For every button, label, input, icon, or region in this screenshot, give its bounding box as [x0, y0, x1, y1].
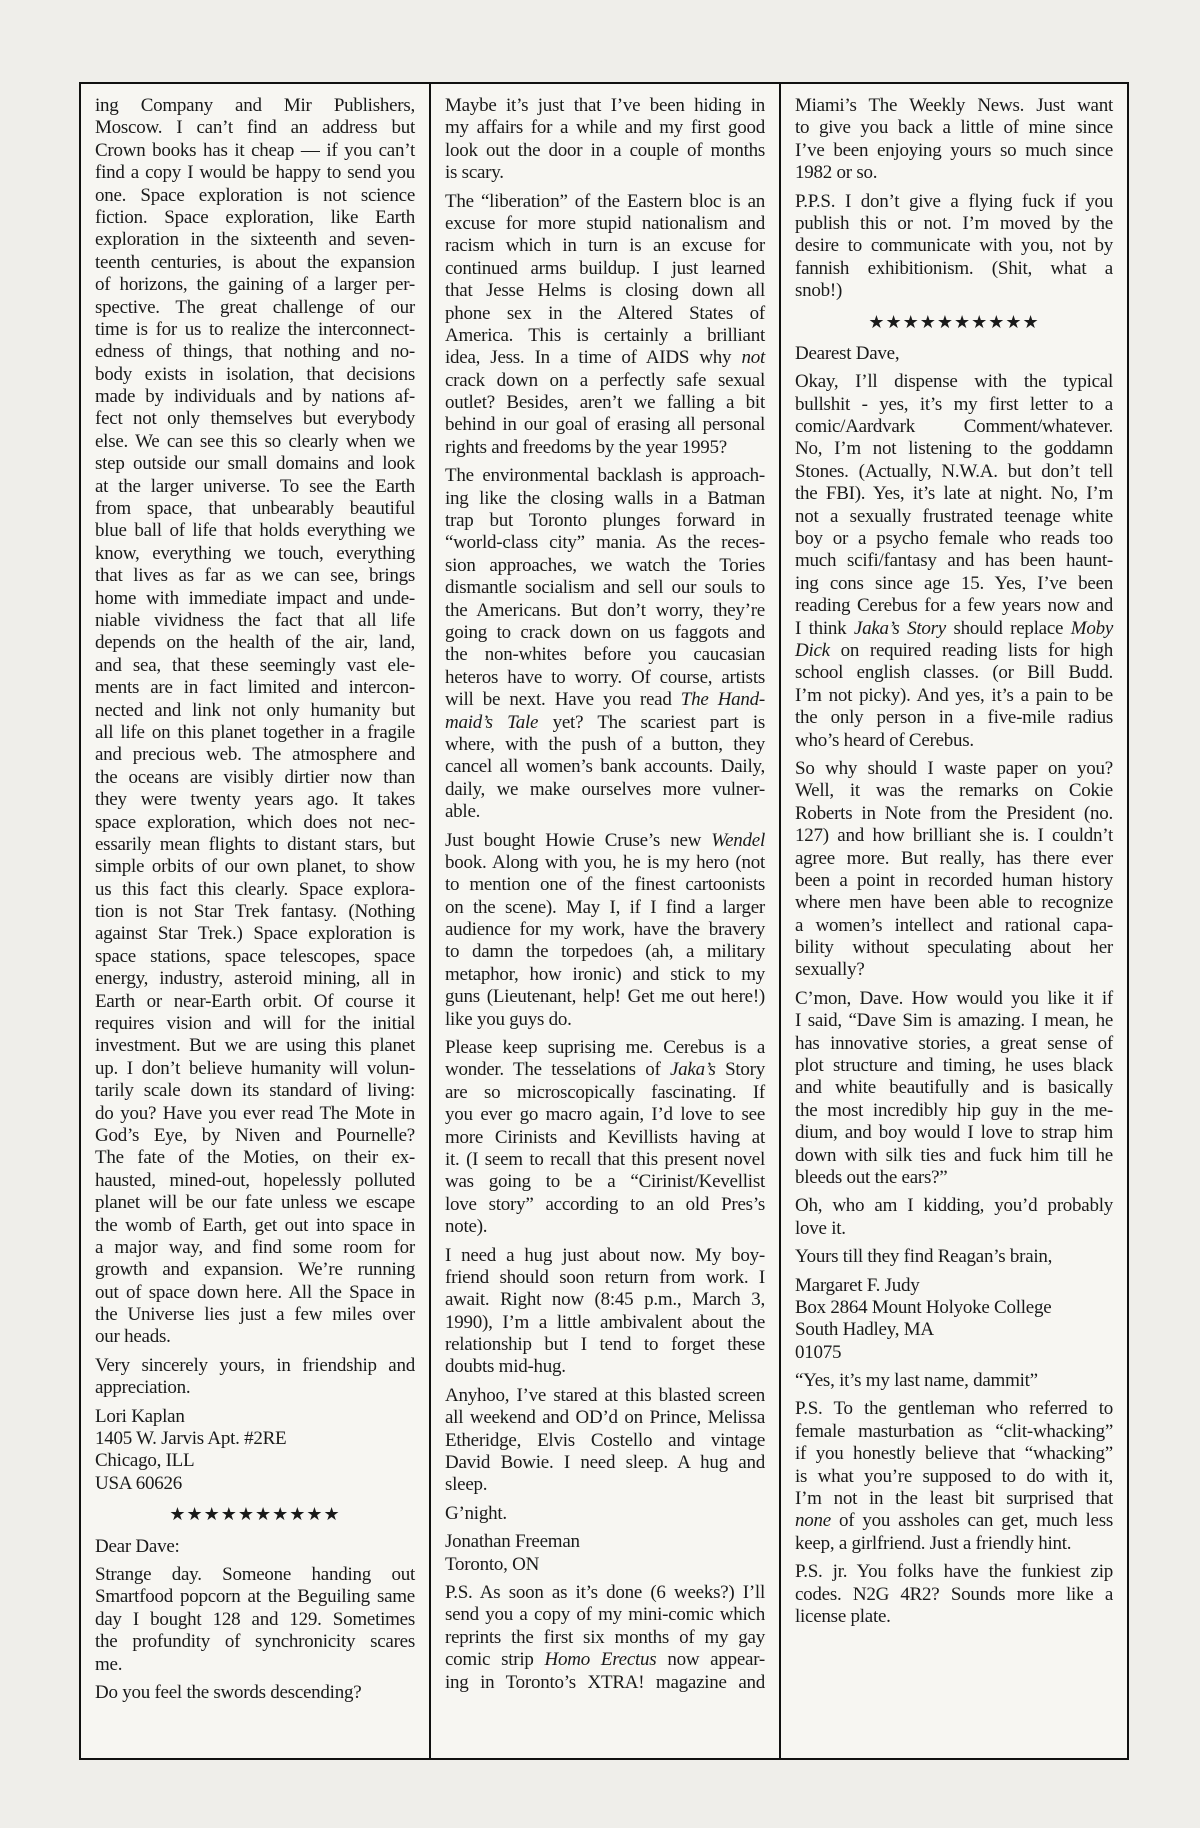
text-line: Smartfood popcorn at the Beguiling same [95, 1586, 415, 1608]
text-line: day I bought 128 and 129. Sometimes [95, 1608, 415, 1630]
letter-paragraph [445, 1582, 765, 1694]
text-line: codes. N2G 4R2? Sounds more like a [795, 1583, 1113, 1605]
text-line: guns (Lieutenant, help! Get me out here!) [445, 986, 765, 1008]
letter-signature-block [445, 1531, 765, 1576]
text-line: edness of things, that nothing and no- [95, 341, 415, 363]
text-line: Well, it was the remarks on Cokie [795, 780, 1113, 802]
text-line [445, 689, 765, 711]
text-line [445, 1059, 765, 1081]
text-line: 01075 [795, 1341, 842, 1363]
text-line: where men have been able to recognize [795, 892, 1113, 914]
letter-paragraph [95, 1682, 415, 1704]
text-line: fannish exhibitionism. (Shit, what a [795, 257, 1113, 279]
text-line: more Cirinists and Kevillists having at [445, 1126, 765, 1148]
text-line: sleep. [445, 1474, 488, 1496]
text-line [795, 1510, 1113, 1532]
text-segment: comic strip [445, 1649, 545, 1671]
letter-paragraph [795, 95, 1113, 185]
text-line: female masturbation as “clit-whacking” [795, 1420, 1113, 1442]
text-line: step outside our small domains and look [95, 453, 415, 475]
text-line: able. [445, 801, 481, 823]
text-line: audience for my work, have the bravery [445, 919, 765, 941]
text-segment: yet? The scariest part is [538, 711, 765, 733]
letter-paragraph [795, 191, 1113, 303]
text-segment: of you assholes can get, much less [830, 1510, 1113, 1532]
text-line: South Hadley, MA [795, 1319, 934, 1341]
text-line: it. (I seem to recall that this present novel [445, 1148, 765, 1170]
text-line: at the larger universe. To see the Earth [95, 475, 415, 497]
text-line: Dearest Dave, [795, 342, 900, 364]
text-line: Earth or near-Earth orbit. Of course it [95, 990, 415, 1012]
text-line: look out the door in a couple of months [445, 139, 765, 161]
text-line: Crown books has it cheap — if you can’t [95, 139, 415, 161]
text-line: Yours till they find Reagan’s brain, [795, 1246, 1053, 1268]
text-line: 1982 or so. [795, 162, 878, 184]
text-line: heteros have to worry. Of course, artists [445, 666, 765, 688]
text-line: was going to be a “Cirinist/Kevellist [445, 1171, 765, 1193]
text-line: to give you back a little of mine since [795, 117, 1113, 139]
text-line: and white beautifully and is basically [795, 1077, 1113, 1099]
text-line: 1990), I’m a little ambivalent about the [445, 1311, 765, 1333]
text-line: metaphor, how ironic) and stick to my [445, 963, 765, 985]
text-line: a women’s intellect and rational capa- [795, 914, 1113, 936]
text-line: cancel all women’s bank accounts. Daily, [445, 756, 765, 778]
text-line: comic/Aardvark Comment/whatever. [795, 416, 1113, 438]
text-line: home with immediate impact and unde- [95, 587, 415, 609]
letter-signature-block [795, 1246, 1113, 1268]
letter-paragraph [95, 1355, 415, 1400]
text-segment: Just bought Howie Cruse’s new [445, 829, 712, 851]
text-line: love it. [795, 1217, 846, 1239]
text-line: I need a hug just about now. My boy- [445, 1244, 765, 1266]
text-line: all life on this planet together in a fragile [95, 721, 415, 743]
italic-title-text: Jaka’s [670, 1059, 716, 1081]
text-segment: on required reading lists for high [829, 639, 1113, 661]
letter-paragraph [445, 95, 765, 185]
text-line: The environmental backlash is approach- [445, 465, 765, 487]
text-line: Toronto, ON [445, 1553, 540, 1575]
text-line: 1405 W. Jarvis Apt. #2RE [95, 1428, 287, 1450]
text-line: bleeds out the ears?” [795, 1166, 948, 1188]
section-divider-stars [795, 311, 1113, 333]
text-line: USA 60626 [95, 1472, 182, 1494]
text-line: that Jesse Helms is closing down all [445, 280, 765, 302]
italic-title-text: maid’s Tale [445, 711, 539, 733]
letter-paragraph [445, 465, 765, 823]
text-line: where, with the push of a button, they [445, 733, 765, 755]
text-line: P.S. As soon as it’s done (6 weeks?) I’ll [445, 1582, 765, 1603]
text-segment: Story [715, 1059, 765, 1081]
letter-paragraph [445, 830, 765, 1032]
text-line: all weekend and OD’d on Prince, Melissa [445, 1407, 765, 1429]
italic-title-text: Moby [1070, 617, 1114, 639]
italic-title-text: The Hand- [680, 689, 765, 711]
text-line: I’ve been enjoying yours so much since [795, 139, 1113, 161]
letter-paragraph [445, 191, 765, 460]
text-line: ★★★★★★★★★★ [169, 1504, 341, 1525]
text-line: blue ball of life that holds everything we [95, 520, 415, 542]
text-line: a major way, and find some room for [95, 1236, 415, 1258]
text-line: the FBI). Yes, it’s late at night. No, I’m [795, 483, 1113, 505]
text-line [445, 347, 765, 369]
text-segment: should replace [945, 617, 1071, 639]
text-line: the only person in a five-mile radius [795, 707, 1113, 729]
text-line: time is for us to realize the interconnect- [95, 318, 415, 340]
text-line: crack down on a perfectly safe sexual [445, 369, 765, 391]
text-segment: idea, Jess. In a time of AIDS why [445, 347, 742, 369]
text-line: send you a copy of my mini-comic which [445, 1604, 765, 1626]
text-line: The “liberation” of the Eastern bloc is an [445, 190, 765, 212]
text-line: dismantle socialism and sell our souls to [445, 577, 765, 599]
text-line: depends on the health of the air, land, [95, 632, 415, 654]
text-line: fect not only themselves but everybody [95, 408, 415, 430]
text-line: America. This is certainly a brilliant [445, 324, 765, 346]
text-line: plot structure and timing, he uses black [795, 1055, 1113, 1077]
text-line: ing in Toronto’s XTRA! magazine and [445, 1671, 765, 1693]
text-line: P.S. To the gentleman who referred to [795, 1398, 1113, 1420]
italic-title-text: Jaka’s Story [853, 617, 946, 639]
text-line: tion is not Star Trek fantasy. (Nothing [95, 901, 415, 923]
text-line: Roberts in Note from the President (no. [795, 802, 1113, 824]
text-line: Dear Dave: [95, 1535, 180, 1557]
text-line: phone sex in the Altered States of [445, 302, 765, 324]
text-line: up. I don’t believe humanity will volun- [95, 1057, 415, 1079]
column-1 [81, 84, 431, 1758]
text-line: the oceans are visibly dirtier now than [95, 766, 415, 788]
text-line: God’s Eye, by Niven and Pournelle? [95, 1124, 415, 1146]
italic-title-text: Dick [795, 639, 830, 661]
text-line: is what you’re supposed to do with it, [795, 1465, 1113, 1487]
text-line: spective. The great challenge of our [95, 296, 415, 318]
text-line: David Bowie. I need sleep. A hug and [445, 1452, 765, 1474]
text-line: exploration in the sixteenth and seven- [95, 229, 415, 251]
text-line: P.S. jr. You folks have the funkiest zip [795, 1561, 1113, 1583]
text-line: ing like the closing walls in a Batman [445, 487, 765, 509]
italic-title-text: none [795, 1510, 831, 1532]
text-line: the Americans. But don’t worry, they’re [445, 599, 765, 621]
letter-paragraph [445, 1245, 765, 1379]
text-line: simple orbits of our own planet, to show [95, 856, 415, 878]
text-line: ments are in fact limited and intercon- [95, 677, 415, 699]
text-line: energy, industry, asteroid mining, all in [95, 968, 415, 990]
text-line [795, 618, 1113, 640]
text-line: growth and expansion. We’re running [95, 1259, 415, 1281]
text-line: Please keep suprising me. Cerebus is a [445, 1037, 765, 1059]
text-line [445, 712, 765, 734]
letter-paragraph [795, 988, 1113, 1190]
text-line: of horizons, the gaining of a larger per- [95, 274, 415, 296]
letters-column-frame [79, 82, 1129, 1760]
letter-paragraph [795, 371, 1113, 752]
text-line: fiction. Space exploration, like Earth [95, 206, 415, 228]
text-line: Okay, I’ll dispense with the typical [795, 371, 1113, 393]
text-line: continued arms buildup. I just learned [445, 257, 765, 279]
text-line: my affairs for a while and my first good [445, 117, 765, 139]
letter-paragraph [795, 1195, 1113, 1240]
text-line: No, I’m not listening to the goddamn [795, 438, 1113, 460]
text-line: Moscow. I can’t find an address but [95, 117, 415, 139]
text-line: investment. But we are using this planet [95, 1035, 415, 1057]
text-line: racism which in turn is an excuse for [445, 235, 765, 257]
text-line: they were twenty years ago. It takes [95, 789, 415, 811]
text-line: and precious web. The atmosphere and [95, 744, 415, 766]
text-line: I’m not picky). And yes, it’s a pain to be [795, 684, 1113, 706]
text-line [445, 830, 765, 852]
text-line: await. Right now (8:45 p.m., March 3, [445, 1289, 765, 1311]
text-line: and sea, that these seemingly vast ele- [95, 654, 415, 676]
letter-paragraph [95, 95, 415, 1349]
text-line: keep, a girlfriend. Just a friendly hint. [795, 1532, 1072, 1554]
text-line [445, 1649, 765, 1671]
text-line: agree more. But really, has there ever [795, 847, 1113, 869]
text-line: not a sexually frustrated teenage white [795, 505, 1113, 527]
text-line: publish this or not. I’m moved by the [795, 212, 1113, 234]
text-line: find a copy I would be happy to send you [95, 162, 415, 184]
text-line: rights and freedoms by the year 1995? [445, 436, 727, 458]
text-line: Miami’s The Weekly News. Just want [795, 95, 1113, 116]
text-line: ing cons since age 15. Yes, I’ve been [795, 572, 1113, 594]
text-line: else. We can see this so clearly when we [95, 430, 415, 452]
text-line: that lives as far as we can see, brings [95, 565, 415, 587]
text-line: doubts mid-hug. [445, 1356, 566, 1378]
text-line: appreciation. [95, 1377, 191, 1399]
text-line: is scary. [445, 162, 504, 184]
text-line: like you guys do. [445, 1008, 572, 1030]
text-line: Chicago, ILL [95, 1450, 195, 1472]
letter-signature-block [795, 1275, 1113, 1365]
text-line: reading Cerebus for a few years now and [795, 595, 1113, 617]
text-line: Strange day. Someone handing out [95, 1564, 415, 1585]
text-line: 127) and how brilliant she is. I couldn’t [795, 825, 1113, 847]
text-segment: wonder. The tesselations of [445, 1059, 670, 1081]
column-2 [431, 84, 781, 1758]
text-line: are so microscopically fascinating. If [445, 1081, 765, 1103]
column-3 [781, 84, 1127, 1758]
text-line: So why should I waste paper on you? [795, 757, 1113, 779]
text-line: book. Along with you, he is my hero (not [445, 851, 765, 873]
text-line: if you honestly believe that “whacking” [795, 1443, 1113, 1465]
text-line: hausted, mined-out, hopelessly polluted [95, 1169, 415, 1191]
text-line: to mention one of the finest cartoonists [445, 874, 765, 896]
text-line: down with silk ties and fuck him till he [795, 1144, 1113, 1166]
letter-paragraph [795, 1398, 1113, 1555]
text-segment: now appear- [656, 1649, 766, 1671]
text-line: G’night. [445, 1502, 507, 1524]
letter-paragraph [795, 758, 1113, 982]
text-line: trap but Toronto plunges forward in [445, 510, 765, 532]
text-line: to damn the torpedoes (ah, a military [445, 941, 765, 963]
letter-signature-block [795, 1370, 1113, 1392]
text-line: the Universe lies just a few miles over [95, 1304, 415, 1326]
text-line: snob!) [795, 280, 843, 302]
text-line: ing Company and Mir Publishers, [95, 95, 415, 116]
text-line: Box 2864 Mount Holyoke College [795, 1296, 1052, 1318]
letter-signature-block [95, 1536, 415, 1558]
letter-paragraph [445, 1037, 765, 1239]
text-line: bullshit - yes, it’s my first letter to a [795, 393, 1113, 415]
text-line: relationship but I tend to forget these [445, 1334, 765, 1356]
italic-title-text: Wendel [711, 829, 765, 851]
text-line: sion approaches, we watch the Tories [445, 554, 765, 576]
text-line: Anyhoo, I’ve stared at this blasted screen [445, 1384, 765, 1406]
text-line: the womb of Earth, get out into space in [95, 1214, 415, 1236]
text-line: one. Space exploration is not science [95, 184, 415, 206]
text-line: going to crack down on us faggots and [445, 621, 765, 643]
text-line: our heads. [95, 1326, 171, 1348]
letter-paragraph [95, 1564, 415, 1676]
italic-title-text: not [741, 347, 765, 369]
text-line: who’s heard of Cerebus. [795, 729, 974, 751]
text-line: friend should soon return from work. I [445, 1266, 765, 1288]
text-line: Stones. (Actually, N.W.A. but don’t tell [795, 460, 1113, 482]
text-line: tarily scale down its standard of living: [95, 1080, 415, 1102]
text-line: desire to communicate with you, not by [795, 235, 1113, 257]
text-line: me. [95, 1653, 123, 1675]
text-line: against Star Trek.) Space exploration is [95, 923, 415, 945]
text-line: nected and link not only humanity but [95, 699, 415, 721]
text-line: ★★★★★★★★★★ [868, 311, 1040, 332]
text-line: license plate. [795, 1606, 891, 1627]
text-line: planet will be our fate unless we escape [95, 1192, 415, 1214]
text-line: boy or a psycho female who reads too [795, 528, 1113, 550]
text-line: school english classes. (or Bill Budd. [795, 662, 1113, 684]
text-line: us this fact this clearly. Space explora- [95, 878, 415, 900]
text-line: daily, we make ourselves more vulner- [445, 778, 765, 800]
text-line: made by individuals and by nations af- [95, 386, 415, 408]
letter-paragraph [795, 1561, 1113, 1628]
text-line: from space, that unbearably beautiful [95, 498, 415, 520]
text-line: much scifi/fantasy and has been haunt- [795, 550, 1113, 572]
text-line: dium, and boy would I love to strap him [795, 1122, 1113, 1144]
letter-paragraph [445, 1385, 765, 1497]
text-line: the profundity of synchronicity scares [95, 1631, 415, 1653]
italic-title-text: Homo Erectus [544, 1649, 657, 1671]
text-line: love story” according to an old Pres’s [445, 1193, 765, 1215]
text-line: Margaret F. Judy [795, 1274, 920, 1296]
text-line: space stations, space telescopes, space [95, 945, 415, 967]
letter-signature-block [95, 1406, 415, 1496]
section-divider-stars [95, 1503, 415, 1525]
text-line: outlet? Besides, aren’t we falling a bit [445, 392, 765, 414]
text-line: the non-whites before you caucasian [445, 644, 765, 666]
text-segment: I think [795, 617, 854, 639]
letter-signature-block [445, 1503, 765, 1525]
text-line: sexually? [795, 959, 865, 981]
text-line: bility without speculating about her [795, 937, 1113, 959]
text-line: know, everything we touch, everything [95, 542, 415, 564]
text-line: out of space down here. All the Space in [95, 1281, 415, 1303]
text-line: behind in our goal of erasing all personal [445, 414, 765, 436]
text-line: The fate of the Moties, on their ex- [95, 1147, 415, 1169]
text-line: Maybe it’s just that I’ve been hiding in [445, 95, 765, 116]
text-line: do you? Have you ever read The Mote in [95, 1102, 415, 1124]
letter-signature-block [795, 343, 1113, 365]
text-line: I said, “Dave Sim is amazing. I mean, he [795, 1010, 1113, 1032]
text-line: has innovative stories, a great sense of [795, 1032, 1113, 1054]
text-line: niable vividness the fact that all life [95, 609, 415, 631]
text-line: Oh, who am I kidding, you’d probably [795, 1195, 1113, 1217]
text-line: excuse for more stupid nationalism and [445, 212, 765, 234]
text-line: note). [445, 1216, 488, 1238]
text-line: reprints the first six months of my gay [445, 1626, 765, 1648]
text-line: space exploration, which does not nec- [95, 811, 415, 833]
text-line: on the scene). May I, if I find a larger [445, 896, 765, 918]
text-line: “world-class city” mania. As the reces- [445, 532, 765, 554]
text-line: Lori Kaplan [95, 1405, 185, 1427]
text-line: Etheridge, Elvis Costello and vintage [445, 1429, 765, 1451]
text-line: essarily mean flights to distant stars, but [95, 833, 415, 855]
text-line: P.P.S. I don’t give a flying fuck if you [795, 190, 1113, 212]
text-line: the most incredibly hip guy in the me- [795, 1099, 1113, 1121]
text-line: you ever go macro again, I’d love to see [445, 1104, 765, 1126]
text-line: requires vision and will for the initial [95, 1013, 415, 1035]
text-line: Very sincerely yours, in friendship and [95, 1354, 415, 1376]
text-segment: will be next. Have you read [445, 689, 681, 711]
text-line: body exists in isolation, that decisions [95, 363, 415, 385]
text-line: C’mon, Dave. How would you like it if [795, 987, 1113, 1009]
text-line: been a point in recorded human history [795, 869, 1113, 891]
text-line: Do you feel the swords descending? [95, 1681, 362, 1703]
text-line: Jonathan Freeman [445, 1531, 580, 1553]
text-line: teenth centuries, is about the expansion [95, 251, 415, 273]
text-line [795, 640, 1113, 662]
text-line: “Yes, it’s my last name, dammit” [795, 1370, 1038, 1392]
text-line: I’m not in the least bit surprised that [795, 1488, 1113, 1510]
